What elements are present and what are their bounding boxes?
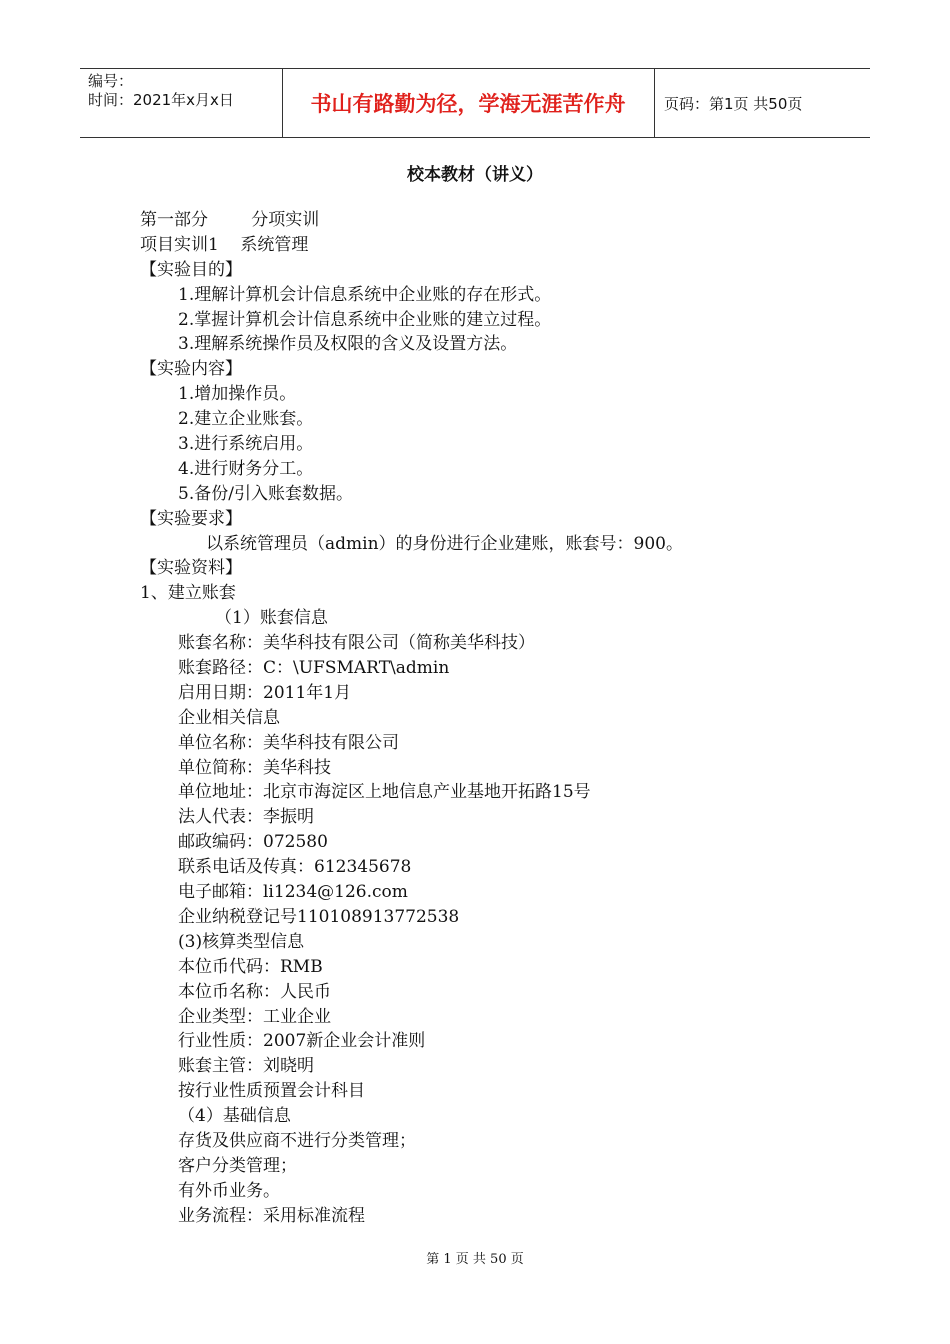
text-line: 【实验目的】 — [140, 259, 242, 280]
text-line: 4.进行财务分工。 — [178, 458, 314, 479]
text-line: 邮政编码：072580 — [178, 832, 328, 853]
text-line: 存货及供应商不进行分类管理； — [178, 1130, 416, 1151]
page-footer: 第 1 页 共 50 页 — [426, 1252, 524, 1267]
text-line: 【实验要求】 — [140, 508, 242, 529]
text-line: 【实验资料】 — [140, 558, 242, 579]
text-line: 单位名称：美华科技有限公司 — [178, 732, 399, 753]
text-line: 3.进行系统启用。 — [178, 434, 314, 455]
text-line: 启用日期：2011年1月 — [178, 682, 352, 703]
document-body — [0, 208, 950, 1229]
text-line: 电子邮箱：li1234@126.com — [178, 882, 408, 903]
text-line: 行业性质：2007新企业会计准则 — [178, 1031, 426, 1052]
text-line: 2.掌握计算机会计信息系统中企业账的建立过程。 — [178, 309, 552, 330]
text-line: 1.增加操作员。 — [178, 384, 297, 405]
text-line: 有外币业务。 — [178, 1180, 280, 1201]
text-line: 本位币名称：人民币 — [178, 981, 331, 1002]
header-meta — [88, 72, 234, 110]
text-line: 企业相关信息 — [178, 707, 280, 728]
text-line: 按行业性质预置会计科目 — [178, 1081, 365, 1102]
text-line: 【实验内容】 — [140, 359, 242, 380]
text-line: 账套主管：刘晓明 — [178, 1056, 314, 1077]
text-line: 业务流程：采用标准流程 — [178, 1205, 365, 1226]
text-line: 企业纳税登记号110108913772538 — [178, 906, 460, 927]
text-line: （1）账套信息 — [215, 608, 328, 629]
header-divider — [654, 69, 655, 137]
text-line: 单位地址：北京市海淀区上地信息产业基地开拓路15号 — [178, 782, 591, 803]
text-line: 本位币代码：RMB — [178, 956, 323, 977]
text-line: 客户分类管理； — [178, 1155, 297, 1176]
date-line: 时间：2021年x月x日 — [88, 91, 234, 109]
header-motto: 书山有路勤为径，学海无涯苦作舟 — [310, 92, 626, 116]
text-line: 1.理解计算机会计信息系统中企业账的存在形式。 — [178, 284, 552, 305]
text-line: （4）基础信息 — [178, 1106, 291, 1127]
text-line: 账套路径：C：\UFSMART\admin — [178, 658, 450, 679]
page-header — [80, 68, 870, 138]
header-page-info: 页码：第1页 共50页 — [664, 95, 803, 113]
text-line: 3.理解系统操作员及权限的含义及设置方法。 — [178, 334, 518, 355]
text-line: 以系统管理员（admin）的身份进行企业建账，账套号：900。 — [206, 533, 683, 554]
text-line: 5.备份/引入账套数据。 — [178, 483, 353, 504]
text-line: 企业类型：工业企业 — [178, 1006, 331, 1027]
document-title: 校本教材（讲义） — [407, 165, 543, 185]
text-line: 项目实训1 系统管理 — [140, 234, 309, 255]
text-line: 法人代表：李振明 — [178, 807, 314, 828]
text-line: 账套名称：美华科技有限公司（简称美华科技） — [178, 633, 535, 654]
text-line: 单位简称：美华科技 — [178, 757, 331, 778]
text-line: 1、建立账套 — [140, 583, 236, 604]
text-line: (3)核算类型信息 — [178, 931, 305, 952]
text-line: 2.建立企业账套。 — [178, 409, 314, 430]
number-label: 编号： — [88, 72, 134, 90]
text-line: 第一部分 分项实训 — [140, 210, 320, 230]
text-line: 联系电话及传真：612345678 — [178, 857, 412, 878]
